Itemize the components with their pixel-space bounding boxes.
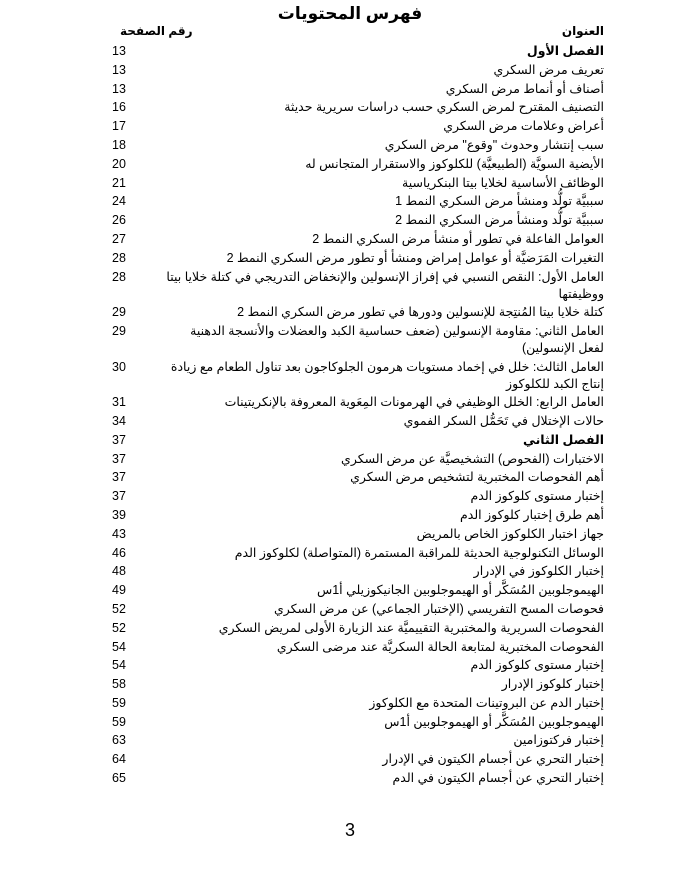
- toc-entry: [112, 249, 604, 268]
- toc-entry-title: الهيموجلوبين المُسَكَّر أو الهيموجلوبين الجانيكوزيلي أ1س: [316, 583, 604, 598]
- toc-entry: [112, 412, 604, 431]
- toc-entry-title: حالات الإختلال في تَحَمُّل السكر الفموي: [403, 413, 604, 428]
- toc-entry-title: إختبار الدم عن البروتينات المتحدة مع الكلوكوز: [369, 695, 604, 710]
- toc-entry-title: العوامل الفاعلة في تطور أو منشأ مرض السكري النمط 2: [312, 231, 604, 246]
- toc-entry-page: 37: [112, 432, 126, 447]
- toc-entry-page: 43: [112, 526, 126, 541]
- toc-entry: [112, 487, 604, 506]
- toc-entry-page: 29: [112, 305, 126, 320]
- toc-entry: [112, 769, 604, 788]
- toc-entry-page: 37: [112, 451, 126, 466]
- toc-entry: [112, 713, 604, 732]
- toc-entry-page: 64: [112, 752, 126, 767]
- toc-entry-title: سببيَّة تولُّد ومنشأ مرض السكري النمط 2: [395, 213, 604, 228]
- toc-entry-page: 31: [112, 395, 126, 410]
- toc-entry: [112, 506, 604, 525]
- toc-entry-page: 16: [112, 100, 126, 115]
- toc-entry-title: سببيَّة تولُّد ومنشأ مرض السكري النمط 1: [395, 194, 604, 209]
- toc-entry: [112, 581, 604, 600]
- toc-entry-page: 13: [112, 81, 126, 96]
- toc-entry: [112, 211, 604, 230]
- toc-entry: [112, 192, 604, 211]
- toc-entry-page: 28: [112, 250, 126, 265]
- toc-entry-page: 48: [112, 564, 126, 579]
- toc-entry-page: 30: [112, 359, 126, 374]
- toc-entry-page: 13: [112, 62, 126, 77]
- toc-entry: [112, 303, 604, 322]
- toc-entry-page: 49: [112, 583, 126, 598]
- toc-entry-title: كتلة خلايا بيتا المُنتِجة للإنسولين ودورها في تطور مرض السكري النمط 2: [237, 305, 604, 320]
- page-number: 3: [344, 820, 355, 840]
- toc-entry-title: الهيموجلوبين المُسَكَّر أو الهيموجلوبين أ1س: [384, 714, 604, 729]
- toc-entry: [112, 155, 604, 174]
- toc-entry: [112, 61, 604, 80]
- toc-entry: [112, 525, 604, 544]
- toc-entry-title: الفصل الثاني: [522, 432, 604, 447]
- toc-entry-title: إختبار الكلوكوز في الإدرار: [473, 564, 604, 579]
- toc-entry-page: 54: [112, 658, 126, 673]
- toc-entry-title: إختبار كلوكوز الإدرار: [501, 677, 604, 692]
- toc-entry: [112, 268, 604, 304]
- toc-entry: [112, 656, 604, 675]
- toc-entry-page: 52: [112, 620, 126, 635]
- toc-entry-page: 26: [112, 213, 126, 228]
- toc-entry-page: 59: [112, 714, 126, 729]
- column-title-label: العنوان: [561, 24, 604, 38]
- toc-entry: [112, 136, 604, 155]
- toc-entry-title: إختبار مستوى كلوكوز الدم: [470, 489, 604, 504]
- toc-chapter-heading: [112, 431, 604, 450]
- toc-entry-page: 34: [112, 413, 126, 428]
- toc-entry: [112, 750, 604, 769]
- toc-entry-title: إختبار فركتوزامين: [513, 733, 604, 748]
- toc-entry-page: 27: [112, 231, 126, 246]
- toc-entry-page: 18: [112, 137, 126, 152]
- toc-chapter-heading: [112, 42, 604, 61]
- toc-list: [112, 42, 604, 788]
- toc-entry-title: العامل الثاني: مقاومة الإنسولين (ضعف حساسية الكبد والعضلات والأنسجة الدهنية لفعل الإنسولين): [190, 323, 604, 355]
- toc-entry: [112, 638, 604, 657]
- toc-entry-page: 13: [112, 44, 126, 58]
- toc-entry: [112, 80, 604, 99]
- toc-entry-title: الفحوصات السريرية والمختبرية التقييميَّة عند الزيارة الأولى لمريض السكري: [218, 620, 604, 635]
- toc-entry: [112, 98, 604, 117]
- toc-entry-page: 54: [112, 639, 126, 654]
- toc-entry: [112, 393, 604, 412]
- toc-entry-page: 29: [112, 323, 126, 338]
- toc-entry-title: فحوصات المسح التفريسي (الإختبار الجماعي) عن مرض السكري: [273, 601, 604, 616]
- toc-entry-page: 28: [112, 269, 126, 284]
- toc-entry-page: 63: [112, 733, 126, 748]
- toc-entry-title: إختبار التحري عن أجسام الكيتون في الدم: [392, 771, 604, 786]
- toc-entry-title: الفحوصات المختبرية لمتابعة الحالة السكريَّة عند مرضى السكري: [276, 639, 604, 654]
- toc-entry-title: التصنيف المقترح لمرض السكري حسب دراسات سريرية حديثة: [284, 100, 604, 115]
- toc-entry: [112, 450, 604, 469]
- toc-entry: [112, 358, 604, 394]
- toc-entry-page: 37: [112, 470, 126, 485]
- toc-entry-title: جهاز اختبار الكلوكوز الخاص بالمريض: [416, 526, 604, 541]
- toc-entry-page: 52: [112, 601, 126, 616]
- toc-entry-title: إختبار مستوى كلوكوز الدم: [470, 658, 604, 673]
- toc-entry: [112, 468, 604, 487]
- toc-header: [112, 24, 604, 40]
- toc-entry-title: الاختبارات (الفحوص) التشخيصيَّة عن مرض السكري: [341, 451, 604, 466]
- toc-entry-page: 37: [112, 489, 126, 504]
- toc-entry-page: 20: [112, 156, 126, 171]
- toc-entry-page: 59: [112, 695, 126, 710]
- toc-entry-title: تعريف مرض السكري: [493, 62, 604, 77]
- toc-entry-title: الوسائل التكنولوجية الحديثة للمراقبة المستمرة (المتواصلة) لكلوكوز الدم: [234, 545, 604, 560]
- toc-entry-title: التغيرات المَرَضيَّة أو عوامل إمراض ومنشأ أو تطور مرض السكري النمط 2: [226, 250, 604, 265]
- column-page-label: رقم الصفحة: [120, 24, 193, 38]
- toc-entry-title: سبب إنتشار وحدوث "وقوع" مرض السكري: [384, 137, 604, 152]
- toc-entry-page: 39: [112, 507, 126, 522]
- toc-entry-title: أهم طرق إختبار كلوكوز الدم: [460, 507, 604, 522]
- toc-entry-page: 58: [112, 677, 126, 692]
- toc-entry: [112, 619, 604, 638]
- toc-entry: [112, 600, 604, 619]
- toc-entry-title: العامل الأول: النقص النسبي في إفراز الإنسولين والإنخفاض التدريجي في كتلة خلايا بيتا ووظيفتها: [166, 269, 604, 301]
- toc-entry-title: العامل الرابع: الخلل الوظيفي في الهرمونات المِعَوية المعروفة بالإنكريتينات: [224, 395, 604, 410]
- toc-entry-title: أهم الفحوصات المختبرية لتشخيص مرض السكري: [350, 470, 604, 485]
- toc-entry: [112, 230, 604, 249]
- toc-entry: [112, 322, 604, 358]
- toc-entry-page: 46: [112, 545, 126, 560]
- toc-entry: [112, 675, 604, 694]
- page-title: فهرس المحتويات: [277, 4, 423, 23]
- toc-entry-title: أعراض وعلامات مرض السكري: [443, 119, 604, 134]
- toc-entry-page: 17: [112, 119, 126, 134]
- toc-entry-page: 65: [112, 771, 126, 786]
- toc-entry-title: العامل الثالث: خلل في إخماد مستويات هرمون الجلوكاجون بعد تناول الطعام مع زيادة إنتاج الكبد للكلوكوز: [170, 359, 604, 391]
- toc-entry-title: الوظائف الأساسية لخلايا بيتا البنكرياسية: [402, 175, 604, 190]
- toc-entry-title: الأيضية السويَّة (الطبيعيَّة) للكلوكوز والاستقرار المتجانس له: [305, 156, 604, 171]
- toc-entry: [112, 562, 604, 581]
- toc-entry-page: 21: [112, 175, 126, 190]
- toc-entry: [112, 174, 604, 193]
- toc-entry-title: الفصل الأول: [526, 44, 604, 58]
- toc-entry-page: 24: [112, 194, 126, 209]
- toc-entry: [112, 117, 604, 136]
- toc-entry-title: إختبار التحري عن أجسام الكيتون في الإدرار: [382, 752, 604, 767]
- toc-entry-title: أصناف أو أنماط مرض السكري: [445, 81, 604, 96]
- toc-entry: [112, 694, 604, 713]
- toc-entry: [112, 731, 604, 750]
- toc-entry: [112, 544, 604, 563]
